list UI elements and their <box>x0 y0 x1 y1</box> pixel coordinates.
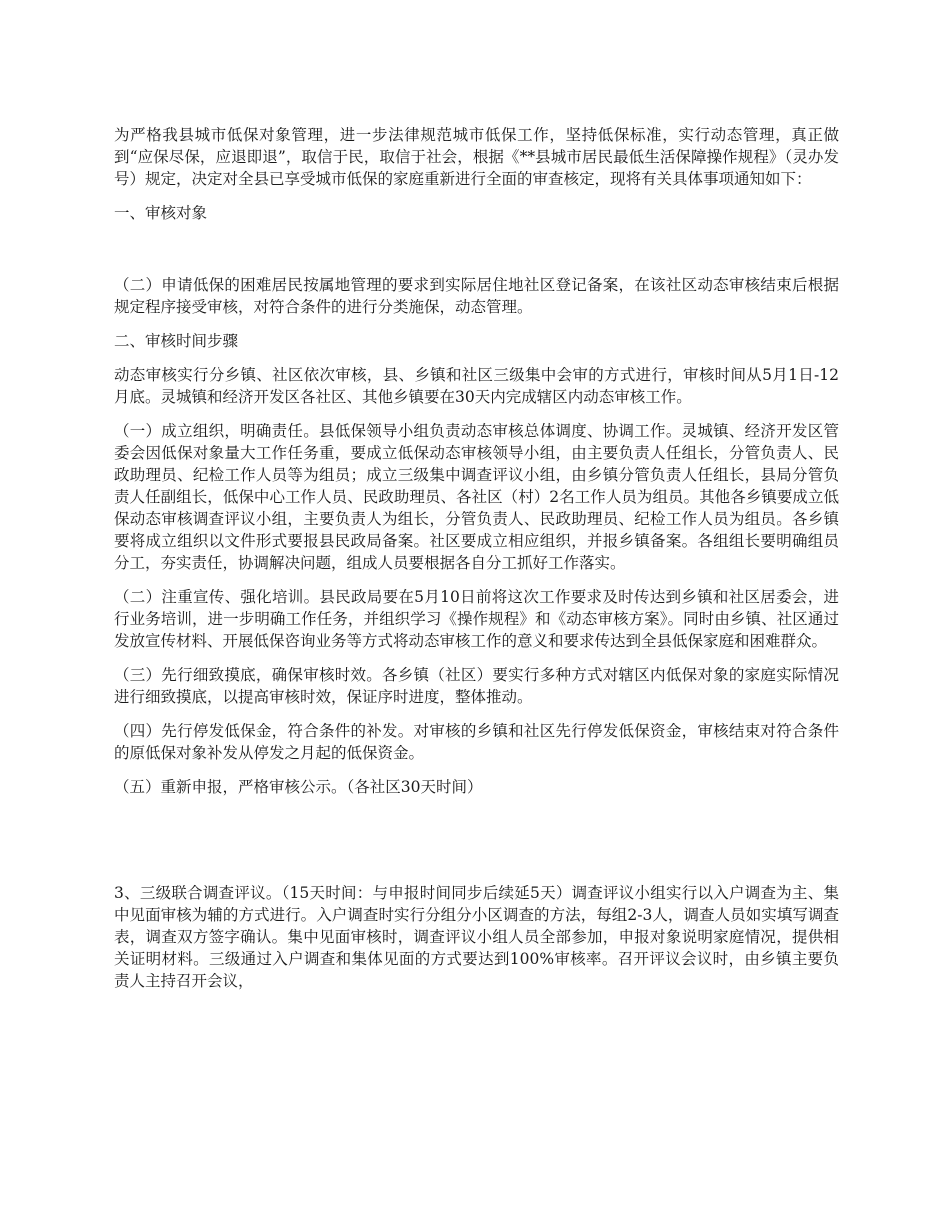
paragraph-reapplication: （五）重新申报，严格审核公示。（各社区30天时间） <box>114 778 483 796</box>
paragraph-registration: （二）申请低保的困难居民按属地管理的要求到实际居住地社区登记备案，在该社区动态审核结束后根据规定程序接受审核，对符合条件的进行分类施保，动态管理。 <box>114 276 839 316</box>
paragraph-organization: （一）成立组织，明确责任。县低保领导小组负责动态审核总体调度、协调工作。灵城镇、经济开发区管委会因低保对象量大工作任务重，要成立低保动态审核领导小组，由主要负责人任组长，分管负责人、民政助理员、纪检工作人员等为组员；成立三级集中调查评议小组，由乡镇分管负责人任组长，县局分管负责人任副组长，低保中心工作人员、民政助理员、各社区（村）2名工作人员为组员。其他各乡镇要成立低保动态审核调查评议小组，主要负责人为组长，分管负责人、民政助理员、纪检工作人员为组员。各乡镇要将成立组织以文件形式要报县民政局备案。社区要成立相应组织，并报乡镇备案。各组组长要明确组员分工，夯实责任，协调解决问题，组成人员要根据各自分工抓好工作落实。 <box>114 422 839 572</box>
section-heading-review-targets: 一、审核对象 <box>114 204 208 222</box>
paragraph-joint-review: 3、三级联合调查评议。（15天时间：与申报时间同步后续延5天）调查评议小组实行以入户调查为主、集中见面审核为辅的方式进行。入户调查时实行分组分小区调查的方法，每组2-3人，调查人员如实填写调查表，调查双方签字确认。集中见面审核时，调查评议小组人员全部参加，申报对象说明家庭情况，提供相关证明材料。三级通过入户调查和集体见面的方式要达到100%审核率。召开评议会议时，由乡镇主要负责人主持召开会议， <box>114 884 839 990</box>
document-body <box>114 124 839 992</box>
section-heading-review-schedule: 二、审核时间步骤 <box>114 332 239 350</box>
paragraph-review-method: 动态审核实行分乡镇、社区依次审核，县、乡镇和社区三级集中会审的方式进行，审核时间从5月1日-12月底。灵城镇和经济开发区各社区、其他乡镇要在30天内完成辖区内动态审核工作。 <box>114 366 839 406</box>
paragraph-publicity-training: （二）注重宣传、强化培训。县民政局要在5月10日前将这次工作要求及时传达到乡镇和社区居委会，进行业务培训，进一步明确工作任务，并组织学习《操作规程》和《动态审核方案》。同时由乡镇、社区通过发放宣传材料、开展低保咨询业务等方式将动态审核工作的意义和要求传达到全县低保家庭和困难群众。 <box>114 588 839 650</box>
paragraph-survey: （三）先行细致摸底，确保审核时效。各乡镇（社区）要实行多种方式对辖区内低保对象的家庭实际情况进行细致摸底，以提高审核时效，保证序时进度，整体推动。 <box>114 666 839 706</box>
paragraph-suspend-payment: （四）先行停发低保金，符合条件的补发。对审核的乡镇和社区先行停发低保资金，审核结束对符合条件的原低保对象补发从停发之月起的低保资金。 <box>114 722 839 762</box>
intro-paragraph: 为严格我县城市低保对象管理，进一步法律规范城市低保工作，坚持低保标准，实行动态管理，真正做到“应保尽保，应退即退”，取信于民，取信于社会，根据《**县城市居民最低生活保障操作规程》（灵办发 号）规定，决定对全县已享受城市低保的家庭重新进行全面的审查核定，现将有关具体事项通知如下： <box>114 126 839 188</box>
